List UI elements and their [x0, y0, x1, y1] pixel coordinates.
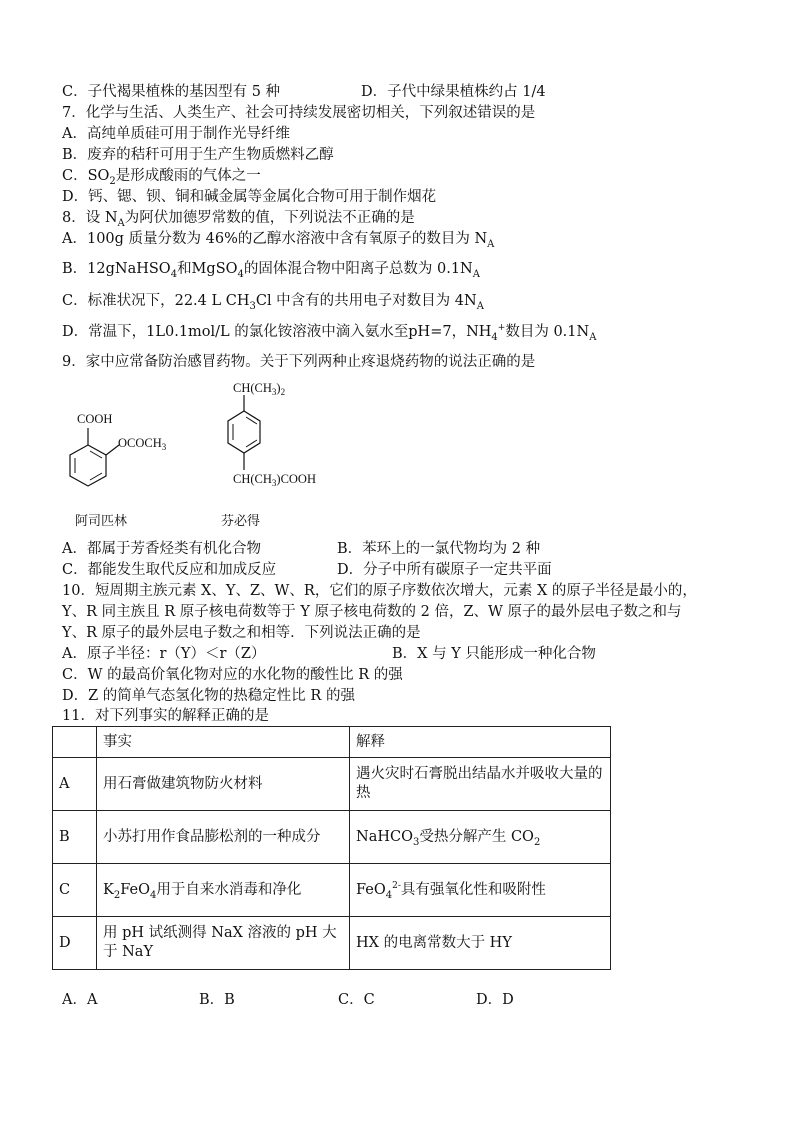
row-key: B — [53, 811, 97, 864]
ibuprofen-structure — [221, 381, 316, 529]
q7-option-a: A．高纯单质硅可用于制作光导纤维 — [62, 126, 290, 142]
aspirin-structure — [70, 412, 167, 529]
q9-option-c: C．都能发生取代反应和加成反应 — [62, 562, 277, 578]
row-explain: NaHCO$_3$受热分解产生 $CO_2$ — [350, 811, 611, 864]
q8-option-d: D．常温下，1L0.1mol/L 的氯化铵溶液中滴入氨水至pH=7，$NH_4^+$数目为 $0.1N_A$ — [62, 323, 597, 343]
q11-option-d: D．D — [476, 992, 514, 1008]
row-explain: FeO$_4^{2-}$具有强氧化性和吸附性 — [350, 864, 611, 917]
row-key: D — [53, 917, 97, 970]
ibuprofen-isobutyl-label: $CH(CH_3)_2$ — [233, 381, 286, 397]
ibuprofen-caption: 芬必得 — [221, 514, 261, 529]
q10-option-c: C．W 的最高价氧化物对应的水化物的酸性比 R 的强 — [62, 667, 403, 683]
row-fact: 小苏打用作食品膨松剂的一种成分 — [97, 811, 350, 864]
aspirin-ococh3-label: $OCOCH_3$ — [118, 436, 167, 452]
row-key: A — [53, 758, 97, 811]
q11-stem: 11．对下列事实的解释正确的是 — [62, 708, 269, 724]
q10-option-a: A．原子半径：r（Y）＜r（Z） — [62, 646, 266, 662]
q11-option-b: B．B — [199, 992, 235, 1008]
q9-option-a: A．都属于芳香烃类有机化合物 — [62, 541, 261, 557]
q9-structures-figure — [55, 375, 355, 535]
table-row — [53, 864, 611, 917]
q11-option-c: C．C — [338, 992, 375, 1008]
table-header-explain: 解释 — [350, 727, 611, 758]
q9-stem: 9．家中应常备防治感冒药物。关于下列两种止疼退烧药物的说法正确的是 — [62, 354, 536, 370]
row-fact: 用 pH 试纸测得 NaX 溶液的 pH 大于 NaY — [97, 917, 350, 970]
q7-option-d: D．钙、锶、钡、铜和碱金属等金属化合物可用于制作烟花 — [62, 189, 437, 205]
q7-option-b: B．废弃的秸秆可用于生产生物质燃料乙醇 — [62, 147, 334, 163]
q6-option-c: C．子代褐果植株的基因型有 5 种 — [62, 84, 281, 100]
q10-stem-line3: Y、R 原子的最外层电子数之和相等．下列说法正确的是 — [62, 625, 421, 641]
aspirin-caption: 阿司匹林 — [75, 514, 128, 529]
ibuprofen-propionic-label: $CH(CH_3)COOH$ — [233, 472, 316, 488]
q7-option-c: C．$SO_2$是形成酸雨的气体之一 — [62, 168, 261, 187]
q9-option-d: D．分子中所有碳原子一定共平面 — [337, 562, 552, 578]
q8-option-a: A．100g 质量分数为 46%的乙醇水溶液中含有氧原子的数目为 $N_A$ — [62, 231, 495, 250]
q8-stem: 8．设 $N_A$为阿伏加德罗常数的值，下列说法不正确的是 — [62, 210, 415, 229]
q11-facts-table — [52, 726, 611, 970]
q11-option-a: A．A — [62, 992, 98, 1008]
row-explain: HX 的电离常数大于 HY — [350, 917, 611, 970]
q7-stem: 7．化学与生活、人类生产、社会可持续发展密切相关，下列叙述错误的是 — [62, 105, 536, 121]
q6-option-d: D．子代中绿果植株约占 1/4 — [361, 84, 546, 100]
table-header-row — [53, 727, 611, 758]
table-row — [53, 811, 611, 864]
table-header-key — [53, 727, 97, 758]
table-header-fact: 事实 — [97, 727, 350, 758]
q10-stem-line2: Y、R 同主族且 R 原子核电荷数等于 Y 原子核电荷数的 2 倍，Z、W 原子的最外层电子数之和与 — [62, 604, 682, 620]
row-key: C — [53, 864, 97, 917]
q8-option-c: C．标准状况下，22.4 L $CH_3Cl$ 中含有的共用电子对数目为 $4N_A$ — [62, 293, 484, 312]
q10-option-d: D．Z 的简单气态氢化物的热稳定性比 R 的强 — [62, 688, 355, 704]
table-row — [53, 758, 611, 811]
q10-stem-line1: 10．短周期主族元素 X、Y、Z、W、R，它们的原子序数依次增大，元素 X 的原子半径是最小的， — [62, 583, 697, 599]
q9-option-b: B．苯环上的一氯代物均为 2 种 — [337, 541, 541, 557]
row-explain: 遇火灾时石膏脱出结晶水并吸收大量的热 — [350, 758, 611, 811]
table-row — [53, 917, 611, 970]
aspirin-cooh-label: COOH — [77, 412, 113, 426]
row-fact: 用石膏做建筑物防火材料 — [97, 758, 350, 811]
q10-option-b: B．X 与 Y 只能形成一种化合物 — [392, 646, 596, 662]
q8-option-b: B．12gNaHSO$_4$和MgSO$_4$的固体混合物中阳离子总数为 $0.1N_A$ — [62, 261, 480, 280]
row-fact: $K_2FeO_4$用于自来水消毒和净化 — [97, 864, 350, 917]
